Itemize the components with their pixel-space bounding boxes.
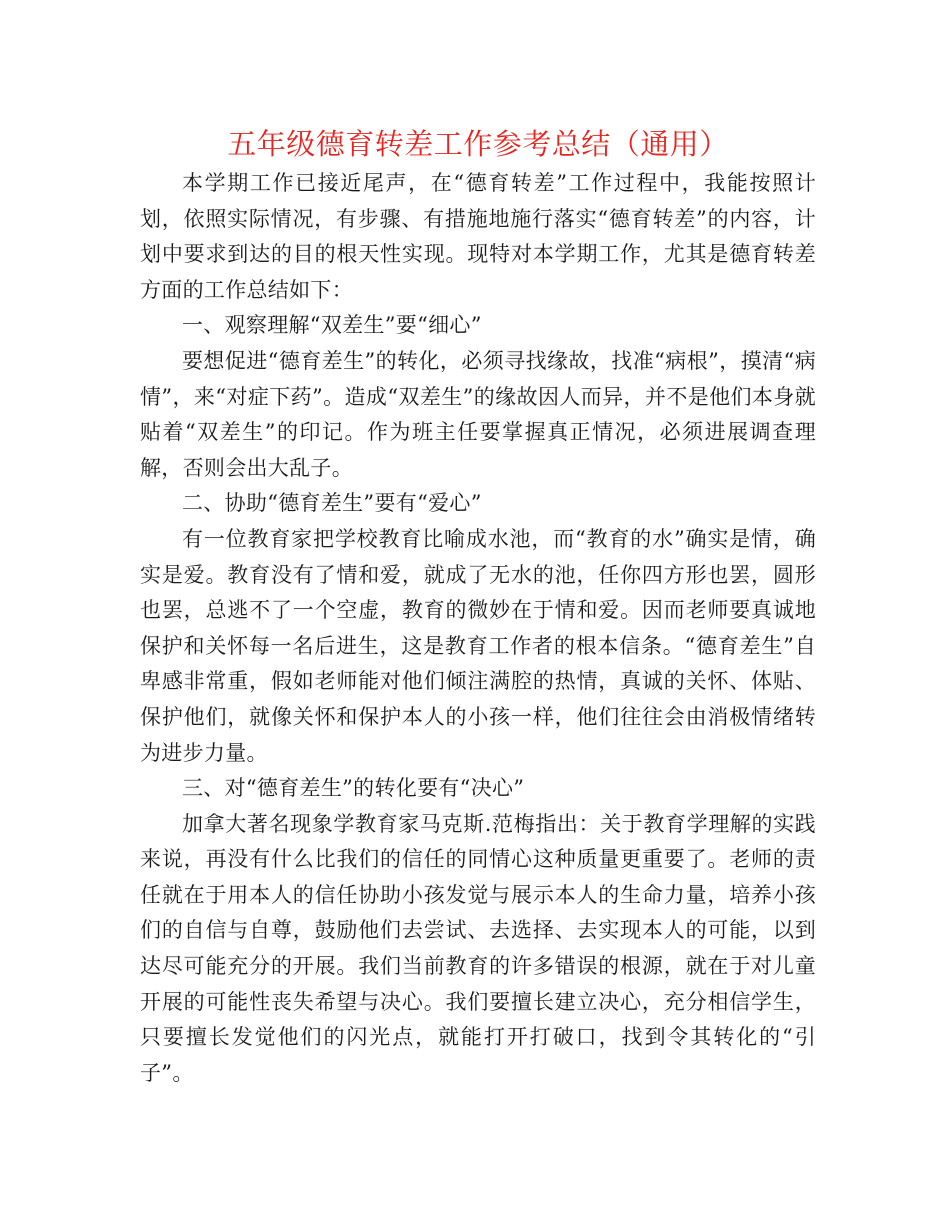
section-1-paragraph: 要想促进“德育差生”的转化，必须寻找缘故，找准“病根”，摸清“病情”，来“对症下药”。造成“双差生”的缘故因人而异，并不是他们本身就贴着“双差生”的印记。作为班主任要掌握真正情况，必须进展调查理解，否则会出大乱子。 (140, 348, 816, 480)
section-heading-1: 一、观察理解“双差生”要“细心” (182, 313, 482, 338)
document-body (140, 122, 816, 1091)
section-3-paragraph: 加拿大著名现象学教育家马克斯.范梅指出：关于教育学理解的实践来说，再没有什么比我们的信任的同情心这种质量更重要了。老师的责任就在于用本人的信任协助小孩发觉与展示本人的生命力量，培养小孩们的自信与自尊，鼓励他们去尝试、去选择、去实现本人的可能，以到达尽可能充分的开展。我们当前教育的许多错误的根源，就在于对儿童开展的可能性丧失希望与决心。我们要擅长建立决心，充分相信学生，只要擅长发觉他们的闪光点，就能打开打破口，找到令其转化的“引子”。 (140, 811, 816, 1085)
document-title: 五年级德育转差工作参考总结（通用） (227, 127, 729, 161)
section-2-paragraph: 有一位教育家把学校教育比喻成水池，而“教育的水”确实是情，确实是爱。教育没有了情和爱，就成了无水的池，任你四方形也罢，圆形也罢，总逃不了一个空虚，教育的微妙在于情和爱。因而老师要真诚地保护和关怀每一名后进生，这是教育工作者的根本信条。“德育差生”自卑感非常重，假如老师能对他们倾注满腔的热情，真诚的关怀、体贴、保护他们，就像关怀和保护本人的小孩一样，他们往往会由消极情绪转为进步力量。 (140, 526, 816, 765)
section-heading-3: 三、对“德育差生”的转化要有“决心” (182, 776, 525, 801)
intro-paragraph: 本学期工作已接近尾声，在“德育转差”工作过程中，我能按照计划，依照实际情况，有步骤、有措施地施行落实“德育转差”的内容，计划中要求到达的目的根天性实现。现特对本学期工作，尤其是德育转差方面的工作总结如下： (140, 171, 816, 302)
section-heading-2: 二、协助“德育差生”要有“爱心” (182, 491, 482, 516)
